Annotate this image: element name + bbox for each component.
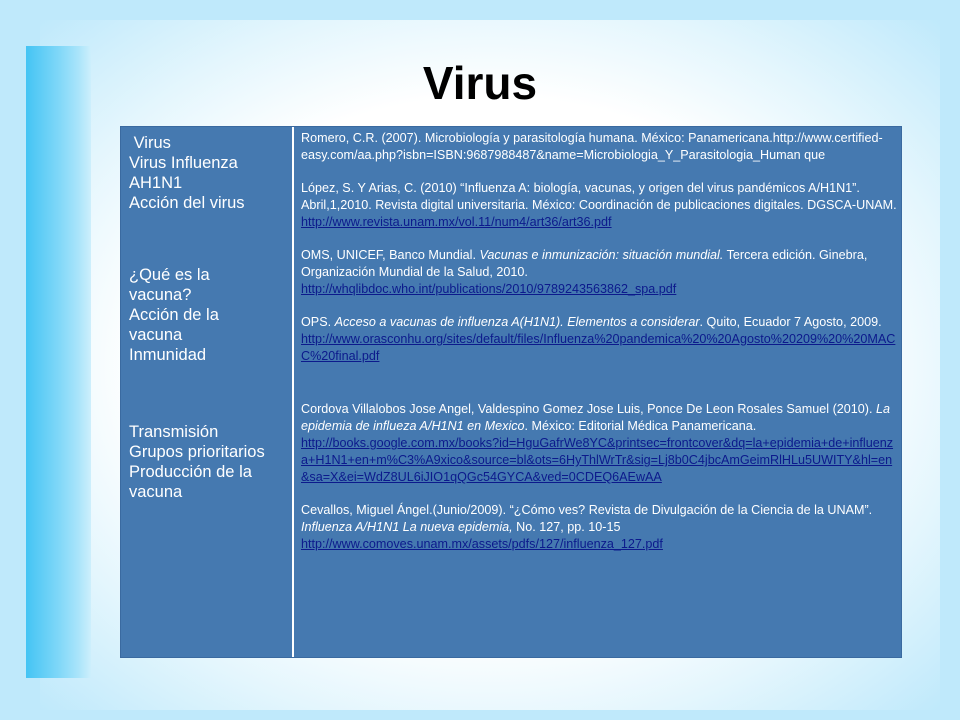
topic-item: Acción del virus xyxy=(129,194,245,212)
reference-text: Tercera edición. Ginebra, Organización Mundial de la Salud, 2010. xyxy=(301,248,868,279)
reference-text: Romero, C.R. (2007). Microbiología y parasitología humana. México: Panamericana.http://www.certified-easy.com/aa.php?isbn=ISBN:9687988487&name=Microbiologia_Y_Parasitologia_Human que xyxy=(301,131,883,162)
reference-cevallos xyxy=(301,502,897,553)
reference-cordova xyxy=(301,401,897,486)
topic-group-produccion xyxy=(129,422,265,502)
topic-item: vacuna xyxy=(129,483,183,501)
content-panel xyxy=(120,126,902,658)
topic-item: vacuna? xyxy=(129,286,192,304)
topic-item: Virus xyxy=(129,134,171,152)
topic-item: Grupos prioritarios xyxy=(129,443,265,461)
reference-link[interactable]: http://books.google.com.mx/books?id=HguGafrWe8YC&printsec=frontcover&dq=la+epidemia+de+influenza+H1N1+en+m%C3%A9xico&source=bl&ots=6HyThlWrTr&sig=Lj8b0C4jbcAmGeimRlHLu5UWITY&hl=en&sa=X&ei=WdZ8UL6iJIO1qQGc54GYCA&ved=0CDEQ6AEwAA xyxy=(301,436,894,484)
topic-item: Producción de la xyxy=(129,463,252,481)
reference-text: OPS. xyxy=(301,315,335,329)
reference-lopez xyxy=(301,180,897,231)
topic-group-vacuna xyxy=(129,265,219,365)
reference-text: López, S. Y Arias, C. (2010) “Influenza A: biología, vacunas, y origen del virus pandémicos A/H1N1”. Abril,1,2010. Revista digital universitaria. México: Coordinación de publicaciones digitales. DGSCA-UNAM. xyxy=(301,181,897,212)
reference-title: La epidemia de influeza A/H1N1 en Mexico xyxy=(301,402,890,433)
topics-column xyxy=(121,127,291,657)
decorative-left-bar xyxy=(26,46,91,678)
reference-text: Cevallos, Miguel Ángel.(Junio/2009). “¿Cómo ves? Revista de Divulgación de la Ciencia de la UNAM”. xyxy=(301,503,873,517)
slide-title: Virus xyxy=(422,57,538,109)
topic-item: AH1N1 xyxy=(129,174,183,192)
reference-oms xyxy=(301,247,897,298)
reference-romero xyxy=(301,130,897,164)
reference-title: Vacunas e inmunización: situación mundial. xyxy=(479,248,724,262)
topic-item: Virus Influenza xyxy=(129,154,238,172)
topic-item: vacuna xyxy=(129,326,183,344)
topic-item: ¿Qué es la xyxy=(129,266,210,284)
reference-title: Acceso a vacunas de influenza A(H1N1). Elementos a considerar xyxy=(334,315,700,329)
topic-item: Acción de la xyxy=(129,306,219,324)
reference-link[interactable]: http://www.orasconhu.org/sites/default/files/Influenza%20pandemica%20%20Agosto%20209%20%20MACC%20final.pdf xyxy=(301,332,896,363)
reference-text: No. 127, pp. 10-15 xyxy=(512,520,621,534)
reference-text: . Quito, Ecuador 7 Agosto, 2009. xyxy=(699,315,882,329)
column-divider xyxy=(292,127,294,657)
reference-link[interactable]: http://www.revista.unam.mx/vol.11/num4/art36/art36.pdf xyxy=(301,215,612,229)
reference-text: OMS, UNICEF, Banco Mundial. xyxy=(301,248,480,262)
reference-text: . México: Editorial Médica Panamericana. xyxy=(524,419,757,433)
reference-text: Cordova Villalobos Jose Angel, Valdespino Gomez Jose Luis, Ponce De Leon Rosales Samuel (2010). xyxy=(301,402,876,416)
reference-ops xyxy=(301,314,897,365)
topic-item: Transmisión xyxy=(129,423,219,441)
reference-title: Influenza A/H1N1 La nueva epidemia, xyxy=(301,520,513,534)
topic-item: Inmunidad xyxy=(129,346,207,364)
spacer xyxy=(301,381,897,401)
reference-link[interactable]: http://whqlibdoc.who.int/publications/2010/9789243563862_spa.pdf xyxy=(301,282,677,296)
references-column xyxy=(301,130,897,569)
topic-group-virus xyxy=(129,133,245,213)
reference-link[interactable]: http://www.comoves.unam.mx/assets/pdfs/127/influenza_127.pdf xyxy=(301,537,663,551)
